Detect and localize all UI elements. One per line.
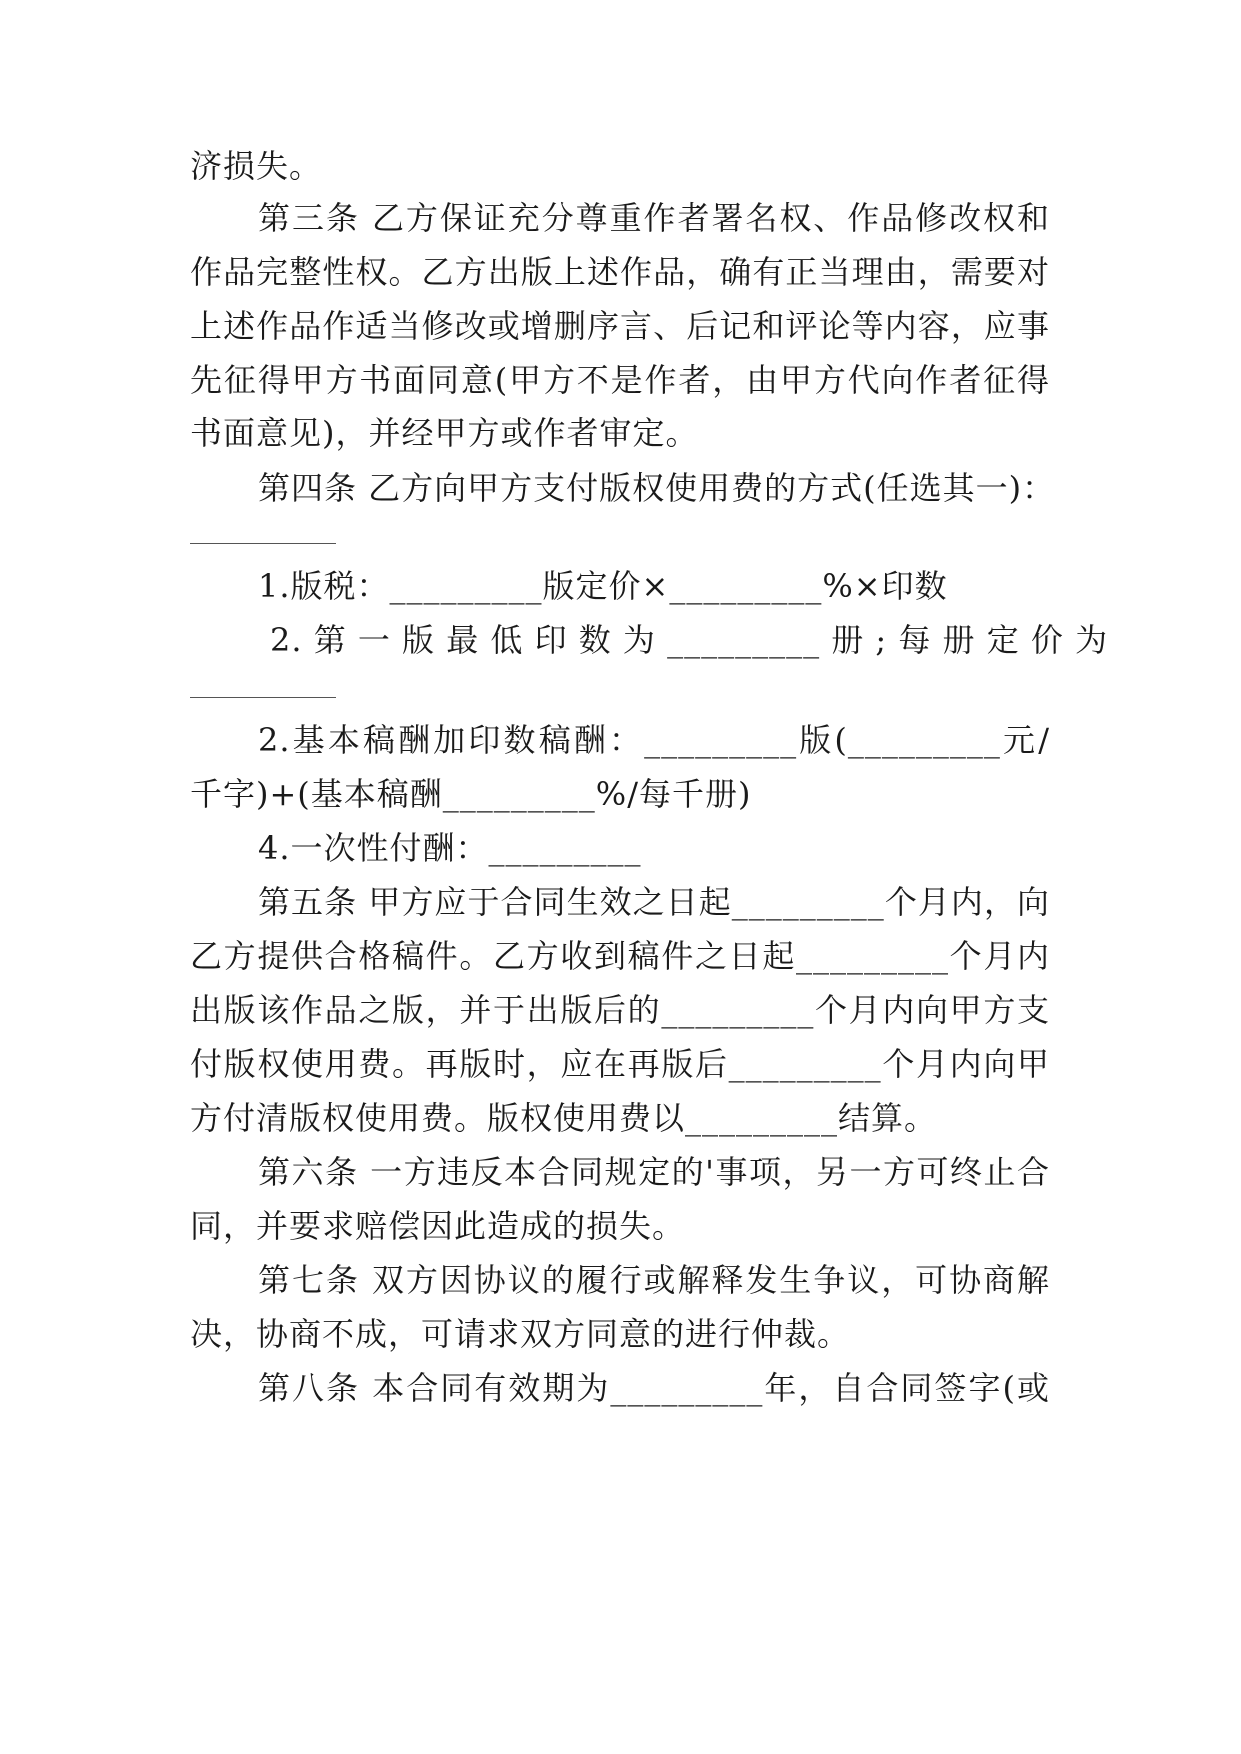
- paragraph-line: 济损失。: [190, 147, 323, 185]
- basic-fee-line: 2.基本稿酬加印数稿酬：_________版(_________元/: [258, 721, 1050, 759]
- article-7-heading-line: 第七条 双方因协议的履行或解释发生争议，可协商解: [258, 1261, 1050, 1299]
- article-8-heading-line: 第八条 本合同有效期为_________年，自合同签字(或: [258, 1369, 1050, 1407]
- fill-in-blank: [190, 697, 336, 698]
- paragraph-line: 先征得甲方书面同意(甲方不是作者，由甲方代向作者征得: [190, 361, 1050, 399]
- paragraph-line: 乙方提供合格稿件。乙方收到稿件之日起_________个月内: [190, 937, 1050, 975]
- paragraph-line: 千字)+(基本稿酬_________%/每千册): [190, 775, 752, 813]
- article-4-heading-line: 第四条 乙方向甲方支付版权使用费的方式(任选其一)：: [258, 469, 1056, 507]
- paragraph-line: 书面意见)，并经甲方或作者审定。: [190, 414, 699, 452]
- paragraph-line: 作品完整性权。乙方出版上述作品，确有正当理由，需要对: [190, 253, 1050, 291]
- fill-in-blank: [190, 543, 336, 544]
- paragraph-line: 付版权使用费。再版时，应在再版后_________个月内向甲: [190, 1045, 1050, 1083]
- article-6-heading-line: 第六条 一方违反本合同规定的'事项，另一方可终止合: [258, 1153, 1050, 1191]
- paragraph-line: 同，并要求赔偿因此造成的损失。: [190, 1207, 686, 1245]
- royalty-option-line: 1.版税：_________版定价×_________%×印数: [258, 567, 948, 605]
- print-run-line: 2. 第 一 版 最 低 印 数 为 _________ 册 ; 每 册 定 价 为: [270, 621, 1109, 659]
- article-3-heading-line: 第三条 乙方保证充分尊重作者署名权、作品修改权和: [258, 199, 1050, 237]
- lump-sum-line: 4.一次性付酬：_________: [258, 829, 642, 867]
- paragraph-line: 上述作品作适当修改或增删序言、后记和评论等内容，应事: [190, 307, 1050, 345]
- article-5-heading-line: 第五条 甲方应于合同生效之日起_________个月内，向: [258, 883, 1050, 921]
- paragraph-line: 出版该作品之版，并于出版后的_________个月内向甲方支: [190, 991, 1050, 1029]
- paragraph-line: 决，协商不成，可请求双方同意的进行仲裁。: [190, 1315, 851, 1353]
- paragraph-line: 方付清版权使用费。版权使用费以_________结算。: [190, 1099, 938, 1137]
